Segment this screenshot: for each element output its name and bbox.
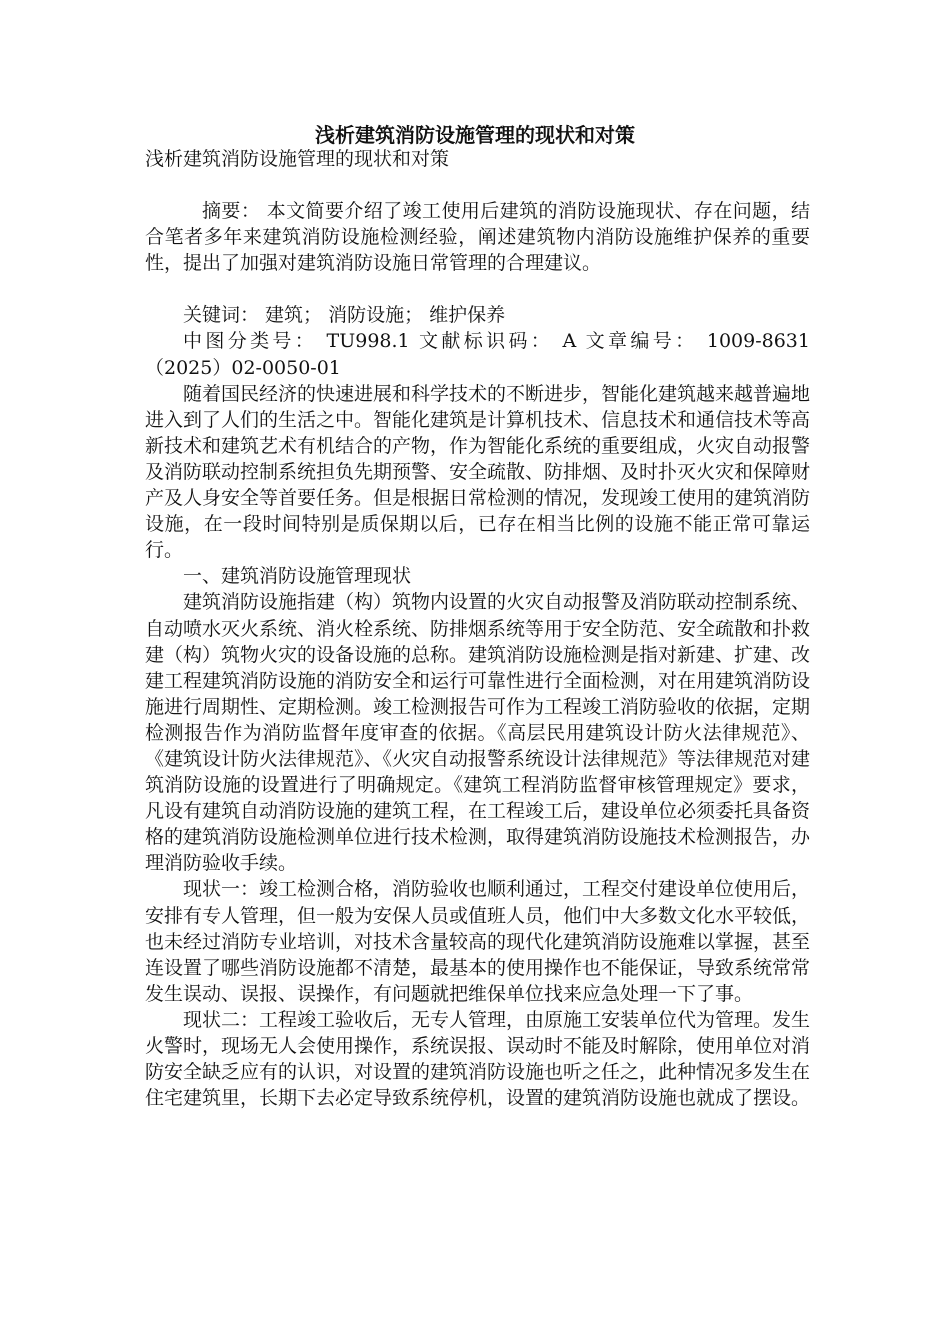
section-heading: 一、建筑消防设施管理现状 bbox=[183, 565, 412, 588]
paragraph: 建筑消防设施指建（构）筑物内设置的火灾自动报警及消防联动控制系统、自动喷水灭火系统、消火栓系统、防排烟系统等用于安全防范、安全疏散和扑救建（构）筑物火灾的设备设施的总称。建筑消防设施检测是指对新建、扩建、改建工程建筑消防设施的消防安全和运行可靠性进行全面检测，对在用建筑消防设施进行周期性、定期检测。竣工检测报告可作为工程竣工消防验收的依据，定期检测报告作为消防监督年度审查的依据。《高层民用建筑设计防火法律规范》、《建筑设计防火法律规范》、《火灾自动报警系统设计法律规范》等法律规范对建筑消防设施的设置进行了明确规定。《建筑工程消防监督审核管理规定》要求，凡设有建筑自动消防设施的建筑工程，在工程竣工后，建设单位必须委托具备资格的建筑消防设施检测单位进行技术检测，取得建筑消防设施技术检测报告，办理消防验收手续。 bbox=[145, 591, 811, 875]
document-subtitle: 浅析建筑消防设施管理的现状和对策 bbox=[145, 148, 450, 170]
paragraph: 现状一：竣工检测合格，消防验收也顺利通过，工程交付建设单位使用后，安排有专人管理，但一般为安保人员或值班人员，他们中大多数文化水平较低，也未经过消防专业培训，对技术含量较高的现代化建筑消防设施难以掌握，甚至连设置了哪些消防设施都不清楚，最基本的使用操作也不能保证，导致系统常常发生误动、误报、误操作，有问题就把维保单位找来应急处理一下了事。 bbox=[145, 878, 811, 1005]
paragraph: 随着国民经济的快速进展和科学技术的不断进步，智能化建筑越来越普遍地进入到了人们的生活之中。智能化建筑是计算机技术、信息技术和通信技术等高新技术和建筑艺术有机结合的产物，作为智能化系统的重要组成，火灾自动报警及消防联动控制系统担负先期预警、安全疏散、防排烟、及时扑灭火灾和保障财产及人身安全等首要任务。但是根据日常检测的情况，发现竣工使用的建筑消防设施，在一段时间特别是质保期以后，已存在相当比例的设施不能正常可靠运行。 bbox=[145, 382, 811, 562]
abstract: 摘要： 本文简要介绍了竣工使用后建筑的消防设施现状、存在问题，结合笔者多年来建筑消防设施检测经验，阐述建筑物内消防设施维护保养的重要性，提出了加强对建筑消防设施日常管理的合理建议。 bbox=[145, 200, 810, 275]
classification: 中图分类号： TU998.1 文献标识码： A 文章编号： 1009-8631（2025）02-0050-01 bbox=[145, 330, 810, 379]
spacer bbox=[145, 172, 810, 198]
document-body bbox=[145, 146, 810, 1111]
paragraph: 现状二：工程竣工验收后，无专人管理，由原施工安装单位代为管理。发生火警时，现场无人会使用操作，系统误报、误动时不能及时解除，使用单位对消防安全缺乏应有的认识，对设置的建筑消防设施也听之任之，此种情况多发生在住宅建筑里，长期下去必定导致系统停机，设置的建筑消防设施也就成了摆设。 bbox=[145, 1008, 811, 1110]
document-title: 浅析建筑消防设施管理的现状和对策 bbox=[315, 123, 635, 147]
keywords: 关键词： 建筑； 消防设施； 维护保养 bbox=[183, 304, 506, 327]
spacer bbox=[145, 276, 810, 302]
